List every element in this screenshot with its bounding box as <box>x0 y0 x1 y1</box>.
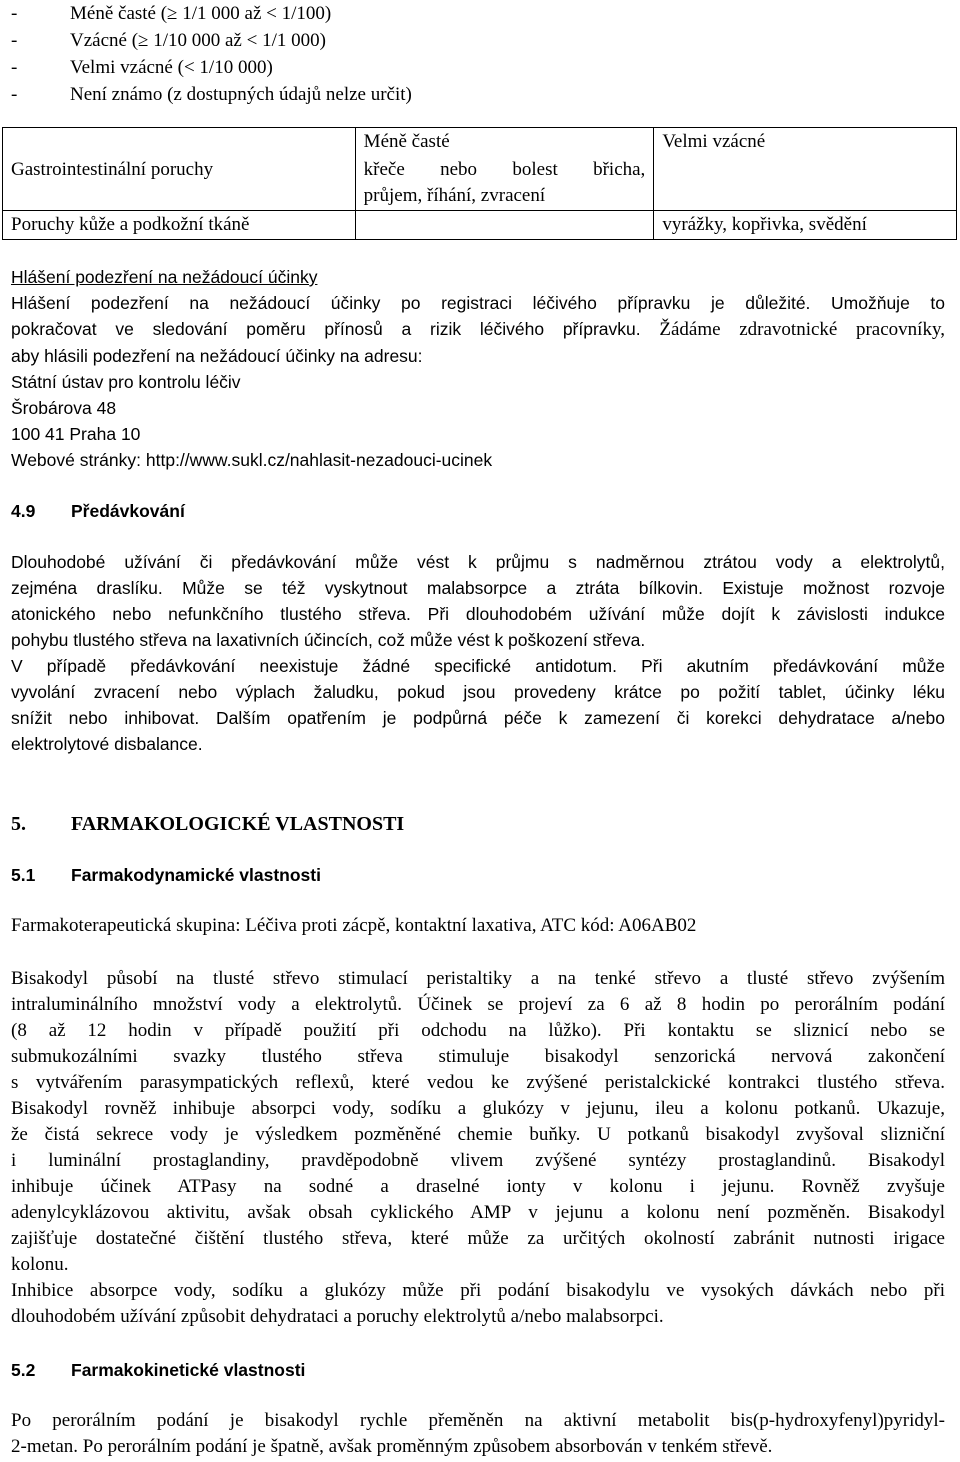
table-cell <box>3 128 356 157</box>
paragraph-line: pokračovat ve sledování poměru přínosů a rizik léčivého přípravku. Žádáme zdravotnické pracovníky, <box>11 319 945 340</box>
chapter-heading: 5. FARMAKOLOGICKÉ VLASTNOSTI <box>11 813 405 835</box>
address-line: Šrobárova 48 <box>11 398 117 418</box>
table-header-cell: Méně časté <box>355 128 654 157</box>
paragraph-line: pohybu tlustého střeva na laxativních účincích, což může vést k poškození střeva. <box>11 630 646 650</box>
paragraph-line: že čistá sekrece vody je výsledkem pozměněné chemie buňky. U potkanů bisakodyl zvyšoval slizniční <box>11 1124 945 1145</box>
paragraph-line: zajišťuje dostatečné čištění tlustého střeva, které může za určitých okolností zabránit nutnosti irigace <box>11 1228 945 1249</box>
paragraph-line: atonického nebo nefunkčního tlustého střeva. Při dlouhodobém užívání může dojít k závislosti indukce <box>11 604 945 624</box>
paragraph-line: V případě předávkování neexistuje žádné specifické antidotum. Při akutním předávkování může <box>11 656 945 676</box>
address-line: Státní ústav pro kontrolu léčiv <box>11 372 241 392</box>
paragraph-line: Bisakodyl rovněž inhibuje absorpci vody, sodíku a glukózy v jejunu, ileu a kolonu potkanů. Ukazuje, <box>11 1098 945 1119</box>
table-cell <box>355 156 654 211</box>
paragraph-line: Farmakoterapeutická skupina: Léčiva proti zácpě, kontaktní laxativa, ATC kód: A06AB02 <box>11 915 697 936</box>
paragraph-line: (8 až 12 hodin v případě použití při odchodu na lůžko). Při kontaktu se sliznicí nebo se <box>11 1020 945 1041</box>
side-effects-table <box>2 127 957 240</box>
paragraph-line: Po perorálním podání je bisakodyl rychle přeměněn na aktivní metabolit bis(p-hydroxyfenyl)pyridyl- <box>11 1410 945 1431</box>
list-item: - Vzácné (≥ 1/10 000 až < 1/1 000) <box>11 30 326 51</box>
paragraph-line: zejména draslíku. Může se též vyskytnout malabsorpce a ztráta bílkovin. Existuje možnost rozvoje <box>11 578 945 598</box>
table-row <box>3 128 957 157</box>
paragraph-line: aby hlásili podezření na nežádoucí účinky na adresu: <box>11 346 423 366</box>
section-heading: 5.1 Farmakodynamické vlastnosti <box>11 865 321 885</box>
paragraph-line: adenylcyklázovou aktivitu, avšak obsah cyklického AMP v jejunu a kolonu není pozměněn. Bisakodyl <box>11 1202 945 1223</box>
paragraph-line: elektrolytové disbalance. <box>11 734 203 754</box>
paragraph-line: i luminální prostaglandiny, pravděpodobně vlivem zvýšené syntézy prostaglandinů. Bisakodyl <box>11 1150 945 1171</box>
list-item: - Méně časté (≥ 1/1 000 až < 1/100) <box>11 3 332 24</box>
table-cell-text: křeče nebo bolest břicha, <box>363 159 646 180</box>
list-item: - Velmi vzácné (< 1/10 000) <box>11 57 273 78</box>
address-line: 100 41 Praha 10 <box>11 424 141 444</box>
paragraph-line: snížit nebo inhibovat. Dalším opatřením je podpůrná péče k zamezení či korekci dehydratace a/nebo <box>11 708 945 728</box>
table-row-label: Gastrointestinální poruchy <box>3 156 356 211</box>
list-item: - Není známo (z dostupných údajů nelze určit) <box>11 84 412 105</box>
section-heading: Hlášení podezření na nežádoucí účinky <box>11 267 318 287</box>
paragraph-line: intraluminálního množství vody a elektrolytů. Účinek se projeví za 6 až 8 hodin po perorálním podání <box>11 994 945 1015</box>
paragraph-line: Dlouhodobé užívání či předávkování může vést k průjmu s nadměrnou ztrátou vody a elektrolytů, <box>11 552 945 572</box>
table-cell-text: průjem, říhání, zvracení <box>363 185 546 206</box>
table-cell: vyrážky, kopřivka, svědění <box>654 211 957 240</box>
paragraph-line: 2-metan. Po perorálním podání je špatně, avšak proměnným způsobem absorbován v tenkém střevě. <box>11 1436 773 1457</box>
paragraph-line: Bisakodyl působí na tlusté střevo stimulací peristaltiky a na tenké střevo a tlusté střevo zvýšením <box>11 968 945 989</box>
table-cell <box>355 211 654 240</box>
paragraph-line: dlouhodobém užívání způsobit dehydrataci a poruchy elektrolytů a/nebo malabsorpci. <box>11 1306 664 1327</box>
paragraph-line: inhibuje účinek ATPasy na sodné a draselné ionty v kolonu i jejunu. Rovněž zvyšuje <box>11 1176 945 1197</box>
table-row-label: Poruchy kůže a podkožní tkáně <box>3 211 356 240</box>
section-heading: 5.2 Farmakokinetické vlastnosti <box>11 1360 306 1380</box>
paragraph-line: Inhibice absorpce vody, sodíku a glukózy může při podání bisakodylu ve vysokých dávkách nebo při <box>11 1280 945 1301</box>
paragraph-line: Hlášení podezření na nežádoucí účinky po registraci léčivého přípravku je důležité. Umožňuje to <box>11 293 945 313</box>
section-heading: 4.9 Předávkování <box>11 501 185 521</box>
table-header-cell: Velmi vzácné <box>654 128 957 157</box>
web-link[interactable]: Webové stránky: http://www.sukl.cz/nahlasit-nezadouci-ucinek <box>11 450 493 470</box>
table-cell <box>654 156 957 211</box>
table-row <box>3 156 957 211</box>
table-row <box>3 211 957 240</box>
paragraph-line: submukozálními svazky tlustého střeva stimuluje bisakodyl senzorická nervová zakončení <box>11 1046 945 1067</box>
paragraph-line: vyvolání zvracení nebo výplach žaludku, pokud jsou provedeny krátce po požití tablet, účinky léku <box>11 682 945 702</box>
paragraph-line: kolonu. <box>11 1254 69 1275</box>
paragraph-line: s vytvářením parasympatických reflexů, které vedou ke zvýšené peristalckické kontrakci tlustého střeva. <box>11 1072 945 1093</box>
